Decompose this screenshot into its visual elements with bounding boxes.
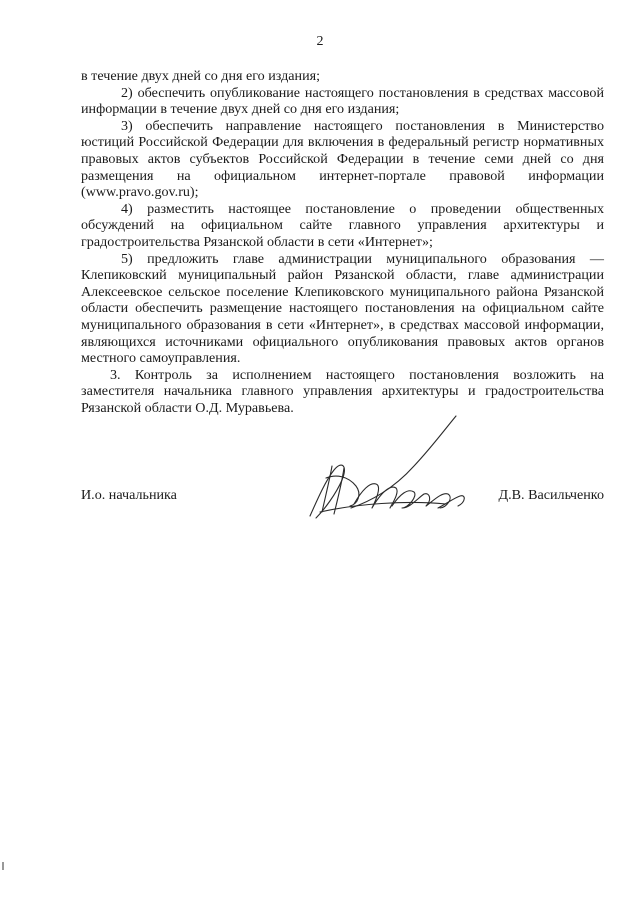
paragraph-control-clause: 3. Контроль за исполнением настоящего постановления возложить на заместителя начальника главного управления архитектуры и градостроительства Рязанской области О.Д. Муравьева. — [81, 366, 604, 416]
page-number: 2 — [316, 34, 324, 49]
signer-title: И.о. начальника — [81, 487, 177, 503]
scan-margin-mark — [2, 862, 4, 870]
paragraph-item-5: 5) предложить главе администрации муниципального образования — Клепиковский муниципальный район Рязанской области, главе администрации Алексеевское сельское поселение Клепиковского муниципального района Рязанской области обеспечить размещение настоящего постановления на официальном сайте муниципального образования в сети «Интернет», в средствах массовой информации, являющихся источниками официального опубликования правовых актов органов местного самоуправления. — [81, 250, 604, 367]
paragraph-item-4: 4) разместить настоящее постановление о проведении общественных обсуждений на официальном сайте главного управления архитектуры и градостроительства Рязанской области в сети «Интернет»; — [81, 200, 604, 250]
handwritten-signature — [296, 408, 481, 528]
signer-name: Д.В. Васильченко — [498, 487, 604, 503]
paragraph-item-3: 3) обеспечить направление настоящего постановления в Министерство юстиций Российской Федерации для включения в федеральный регистр нормативных правовых актов субъектов Российской Федерации в течение семи дней со дня размещения на официальном интернет-портале правовой информации (www.pravo.gov.ru); — [81, 117, 604, 201]
signature-block — [81, 487, 604, 507]
paragraph-item-2: 2) обеспечить опубликование настоящего постановления в средствах массовой информации в течение двух дней со дня его издания; — [81, 84, 604, 118]
paragraph-continuation: в течение двух дней со дня его издания; — [81, 68, 321, 84]
document-body — [81, 68, 604, 416]
